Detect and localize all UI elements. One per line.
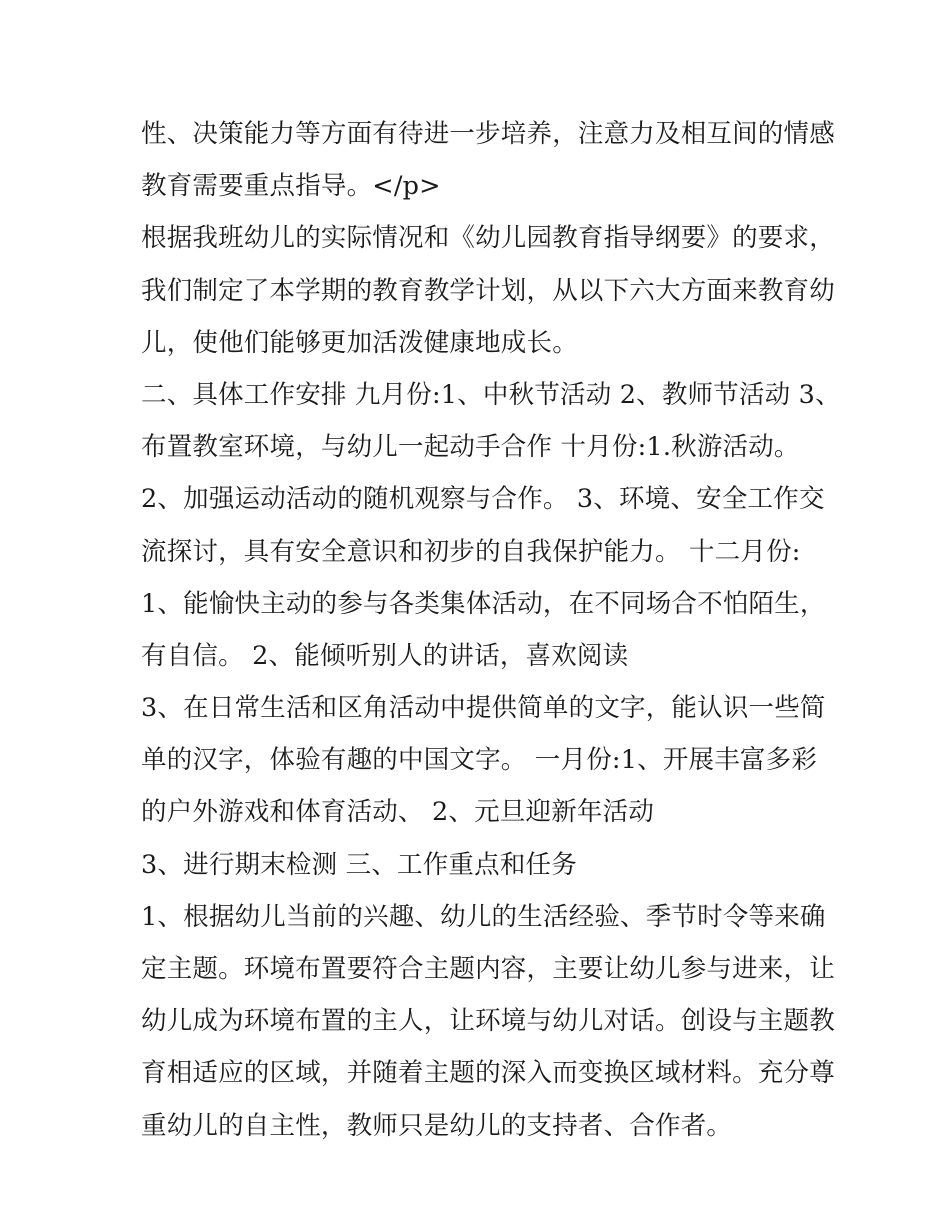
text-line: 3、在日常生活和区角活动中提供简单的文字，能认识一些简 — [141, 693, 826, 724]
text-line: 幼儿成为环境布置的主人，让环境与幼儿对话。创设与主题教 — [141, 1006, 835, 1037]
text-line: 性、决策能力等方面有待进一步培养，注意力及相互间的情感 — [141, 119, 835, 149]
text-line: 育相适应的区域，并随着主题的深入而变换区域材料。充分尊 — [141, 1058, 835, 1089]
body-text — [141, 108, 841, 1152]
text-line: 3、进行期末检测 三、工作重点和任务 — [141, 849, 577, 880]
text-line: 有自信。 2、能倾听别人的讲话，喜欢阅读 — [141, 640, 629, 671]
text-line: 我们制定了本学期的教育教学计划，从以下六大方面来教育幼 — [141, 275, 835, 306]
text-line: 2、加强运动活动的随机观察与合作。 3、环境、安全工作交 — [141, 484, 825, 515]
text-line: 二、具体工作安排 九月份:1、中秋节活动 2、教师节活动 3、 — [141, 379, 841, 410]
text-line: 定主题。环境布置要符合主题内容，主要让幼儿参与进来，让 — [141, 954, 835, 984]
text-line: 根据我班幼儿的实际情况和《幼儿园教育指导纲要》的要求， — [141, 223, 835, 254]
text-line: 布置教室环境，与幼儿一起动手合作 十月份:1.秋游活动。 — [141, 432, 800, 463]
text-line: 教育需要重点指导。</p> — [141, 171, 441, 202]
text-line: 1、根据幼儿当前的兴趣、幼儿的生活经验、季节时令等来确 — [141, 901, 826, 932]
text-line: 流探讨，具有安全意识和初步的自我保护能力。 十二月份: — [141, 536, 801, 567]
text-line: 的户外游戏和体育活动、 2、元旦迎新年活动 — [141, 797, 655, 828]
text-line: 单的汉字，体验有趣的中国文字。 一月份:1、开展丰富多彩 — [141, 745, 818, 776]
text-line: 1、能愉快主动的参与各类集体活动，在不同场合不怕陌生， — [141, 588, 826, 619]
text-line: 儿，使他们能够更加活泼健康地成长。 — [141, 327, 578, 358]
text-line: 重幼儿的自主性，教师只是幼儿的支持者、合作者。 — [141, 1110, 733, 1141]
